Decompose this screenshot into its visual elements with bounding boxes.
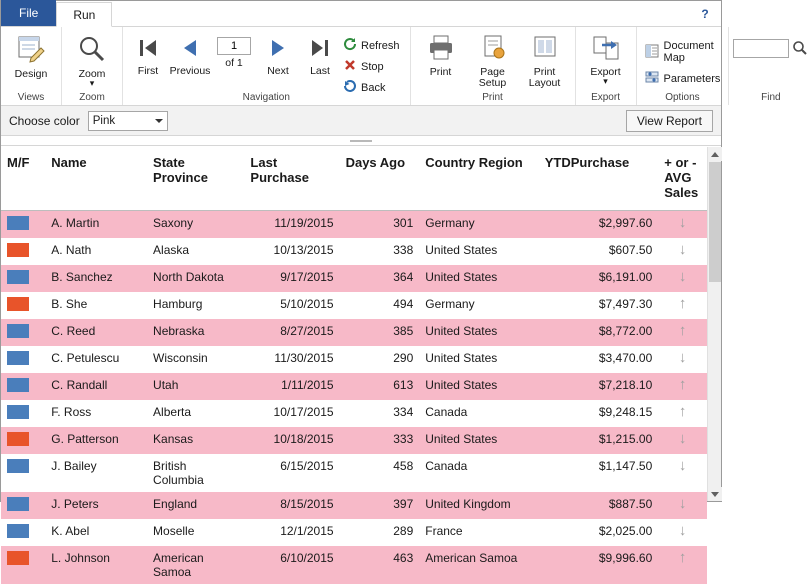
cell-days-ago: 613	[340, 373, 420, 400]
cell-name: C. Petulescu	[45, 346, 147, 373]
cell-country-region: American Samoa	[419, 546, 539, 584]
table-row	[1, 519, 707, 546]
cell-country-region: France	[419, 519, 539, 546]
column-header-last-purchase[interactable]: Last Purchase	[244, 147, 339, 211]
gender-swatch	[7, 432, 29, 446]
gender-swatch	[7, 378, 29, 392]
last-page-button[interactable]	[299, 31, 341, 77]
table-row	[1, 238, 707, 265]
cell-name: C. Randall	[45, 373, 147, 400]
find-input[interactable]	[733, 39, 789, 58]
cell-last-purchase: 11/19/2015	[244, 211, 339, 239]
print-button-label: Print	[430, 67, 452, 78]
trend-up-icon: ↑	[658, 546, 707, 584]
trend-down-icon: ↓	[658, 265, 707, 292]
cell-last-purchase: 11/30/2015	[244, 346, 339, 373]
cell-last-purchase: 1/11/2015	[244, 373, 339, 400]
ribbon-group-navigation	[123, 27, 411, 105]
tab-file[interactable]: File	[1, 0, 56, 26]
print-layout-icon	[530, 34, 560, 65]
trend-up-icon: ↑	[658, 319, 707, 346]
cell-days-ago: 458	[340, 454, 420, 492]
cell-state-province: England	[147, 492, 244, 519]
cell-state-province: American Samoa	[147, 546, 244, 584]
cell-state-province: Wisconsin	[147, 346, 244, 373]
cell-state-province: North Dakota	[147, 265, 244, 292]
gender-swatch-cell	[1, 454, 45, 492]
cell-name: L. Johnson	[45, 546, 147, 584]
choose-color-select[interactable]	[88, 111, 168, 131]
gender-swatch-cell	[1, 265, 45, 292]
chevron-down-icon	[155, 119, 163, 123]
ribbon-group-export-title: Export	[580, 92, 632, 105]
cell-last-purchase: 8/27/2015	[244, 319, 339, 346]
ribbon-group-print	[411, 27, 576, 105]
gender-swatch-cell	[1, 211, 45, 239]
trend-down-icon: ↓	[658, 238, 707, 265]
ribbon-group-views	[1, 27, 62, 105]
cell-ytd-purchase: $6,191.00	[539, 265, 659, 292]
cell-days-ago: 289	[340, 519, 420, 546]
navigation-commands	[341, 31, 406, 98]
cell-name: B. Sanchez	[45, 265, 147, 292]
cell-last-purchase: 6/15/2015	[244, 454, 339, 492]
back-label: Back	[361, 82, 385, 94]
cell-ytd-purchase: $9,248.15	[539, 400, 659, 427]
cell-country-region: Canada	[419, 400, 539, 427]
trend-down-icon: ↓	[658, 454, 707, 492]
cell-days-ago: 364	[340, 265, 420, 292]
report-splitter[interactable]	[1, 136, 721, 146]
cell-days-ago: 338	[340, 238, 420, 265]
cell-last-purchase: 10/13/2015	[244, 238, 339, 265]
cell-country-region: United States	[419, 427, 539, 454]
cell-ytd-purchase: $2,997.60	[539, 211, 659, 239]
report-scroll-region	[1, 147, 707, 501]
cell-days-ago: 333	[340, 427, 420, 454]
tab-run[interactable]: Run	[56, 2, 112, 27]
find-icon[interactable]	[792, 40, 808, 59]
cell-state-province: Alaska	[147, 238, 244, 265]
trend-down-icon: ↓	[658, 427, 707, 454]
cell-last-purchase: 9/17/2015	[244, 265, 339, 292]
gender-swatch-cell	[1, 346, 45, 373]
page-setup-button-label: Page Setup	[467, 67, 519, 89]
print-layout-button[interactable]	[519, 31, 571, 89]
previous-page-button[interactable]	[169, 31, 211, 77]
refresh-button[interactable]	[341, 35, 406, 56]
design-icon	[15, 34, 47, 67]
print-layout-button-label: Print Layout	[519, 67, 571, 89]
table-row	[1, 346, 707, 373]
cell-state-province: Alberta	[147, 400, 244, 427]
next-page-label: Next	[267, 65, 289, 77]
cell-country-region: Canada	[419, 454, 539, 492]
export-icon	[590, 34, 622, 65]
table-header-row	[1, 147, 707, 211]
help-icon[interactable]: ?	[697, 6, 713, 22]
ribbon-group-navigation-title: Navigation	[127, 92, 406, 105]
column-header-avg-sales[interactable]: + or - AVG Sales	[658, 147, 707, 211]
cell-country-region: United States	[419, 346, 539, 373]
trend-down-icon: ↓	[658, 492, 707, 519]
ribbon-tabstrip	[1, 1, 721, 27]
cell-last-purchase: 10/18/2015	[244, 427, 339, 454]
cell-ytd-purchase: $887.50	[539, 492, 659, 519]
column-header-ytd-purchase[interactable]: YTDPurchase	[539, 147, 659, 211]
ribbon-group-find	[729, 27, 812, 105]
gender-swatch	[7, 324, 29, 338]
refresh-icon	[343, 37, 357, 54]
stop-label: Stop	[361, 61, 384, 73]
ribbon-group-zoom-title: Zoom	[66, 92, 118, 105]
gender-swatch-cell	[1, 400, 45, 427]
table-row	[1, 319, 707, 346]
gender-swatch	[7, 497, 29, 511]
cell-ytd-purchase: $1,147.50	[539, 454, 659, 492]
ribbon-group-options-title: Options	[641, 92, 725, 105]
column-header-days-ago[interactable]: Days Ago	[340, 147, 420, 211]
scroll-up-icon[interactable]	[708, 147, 722, 161]
stop-button[interactable]	[341, 56, 406, 77]
cell-last-purchase: 8/15/2015	[244, 492, 339, 519]
ribbon-group-zoom	[62, 27, 123, 105]
trend-down-icon: ↓	[658, 519, 707, 546]
gender-swatch-cell	[1, 519, 45, 546]
parameters-icon	[645, 70, 659, 87]
first-page-icon	[135, 35, 161, 64]
cell-days-ago: 290	[340, 346, 420, 373]
cell-ytd-purchase: $607.50	[539, 238, 659, 265]
cell-days-ago: 385	[340, 319, 420, 346]
table-row	[1, 492, 707, 519]
gender-swatch	[7, 459, 29, 473]
cell-name: A. Nath	[45, 238, 147, 265]
gender-swatch	[7, 524, 29, 538]
parameter-bar	[1, 106, 721, 136]
gender-swatch	[7, 551, 29, 565]
gender-swatch-cell	[1, 427, 45, 454]
cell-ytd-purchase: $9,996.60	[539, 546, 659, 584]
refresh-label: Refresh	[361, 40, 400, 52]
choose-color-value: Pink	[93, 115, 115, 127]
document-map-toggle[interactable]	[641, 37, 725, 67]
cell-state-province: Hamburg	[147, 292, 244, 319]
previous-page-icon	[177, 35, 203, 64]
cell-country-region: Germany	[419, 292, 539, 319]
page-setup-button[interactable]	[467, 31, 519, 89]
cell-days-ago: 463	[340, 546, 420, 584]
column-header-country-region[interactable]: Country Region	[419, 147, 539, 211]
last-page-icon	[307, 35, 333, 64]
ribbon	[1, 27, 721, 106]
stop-icon	[343, 58, 357, 75]
document-map-label: Document Map	[664, 40, 721, 64]
table-row	[1, 427, 707, 454]
scroll-down-icon[interactable]	[708, 487, 722, 501]
table-row	[1, 292, 707, 319]
ribbon-group-print-title: Print	[415, 92, 571, 105]
cell-last-purchase: 6/10/2015	[244, 546, 339, 584]
trend-down-icon: ↓	[658, 211, 707, 239]
next-page-button[interactable]	[257, 31, 299, 77]
cell-ytd-purchase: $7,218.10	[539, 373, 659, 400]
first-page-button[interactable]	[127, 31, 169, 77]
cell-ytd-purchase: $2,025.00	[539, 519, 659, 546]
gender-swatch	[7, 351, 29, 365]
gender-swatch	[7, 216, 29, 230]
gender-swatch-cell	[1, 546, 45, 584]
cell-country-region: United States	[419, 373, 539, 400]
cell-name: J. Bailey	[45, 454, 147, 492]
gender-swatch-cell	[1, 319, 45, 346]
export-dropdown-caret[interactable]: ▾	[603, 78, 608, 84]
cell-country-region: United States	[419, 265, 539, 292]
export-button[interactable]	[580, 31, 632, 84]
page-count-label: of 1	[225, 57, 243, 69]
cell-state-province: Kansas	[147, 427, 244, 454]
gender-swatch	[7, 297, 29, 311]
gender-swatch-cell	[1, 292, 45, 319]
parameters-toggle[interactable]	[641, 67, 725, 90]
cell-days-ago: 397	[340, 492, 420, 519]
cell-name: A. Martin	[45, 211, 147, 239]
cell-state-province: Utah	[147, 373, 244, 400]
gender-swatch	[7, 405, 29, 419]
cell-name: C. Reed	[45, 319, 147, 346]
gender-swatch	[7, 270, 29, 284]
table-row	[1, 454, 707, 492]
cell-last-purchase: 5/10/2015	[244, 292, 339, 319]
first-page-label: First	[138, 65, 158, 77]
view-report-button[interactable]: View Report	[626, 110, 713, 132]
trend-up-icon: ↑	[658, 400, 707, 427]
report-table-body	[1, 211, 707, 584]
export-button-label: Export	[590, 67, 620, 78]
cell-country-region: United States	[419, 238, 539, 265]
cell-name: G. Patterson	[45, 427, 147, 454]
cell-name: B. She	[45, 292, 147, 319]
cell-ytd-purchase: $3,470.00	[539, 346, 659, 373]
table-row	[1, 211, 707, 239]
cell-name: F. Ross	[45, 400, 147, 427]
cell-country-region: United States	[419, 319, 539, 346]
cell-name: K. Abel	[45, 519, 147, 546]
print-button[interactable]	[415, 31, 467, 78]
column-header-state-province[interactable]: State Province	[147, 147, 244, 211]
zoom-dropdown-caret[interactable]: ▾	[90, 80, 95, 86]
cell-days-ago: 334	[340, 400, 420, 427]
document-map-icon	[645, 44, 659, 61]
cell-state-province: Nebraska	[147, 319, 244, 346]
cell-last-purchase: 12/1/2015	[244, 519, 339, 546]
table-row	[1, 373, 707, 400]
report-table	[1, 147, 707, 584]
page-number-input[interactable]	[217, 37, 251, 55]
cell-days-ago: 494	[340, 292, 420, 319]
table-row	[1, 400, 707, 427]
trend-up-icon: ↑	[658, 292, 707, 319]
gender-swatch-cell	[1, 238, 45, 265]
gender-swatch-cell	[1, 373, 45, 400]
column-header-mf[interactable]: M/F	[1, 147, 45, 211]
scrollbar-thumb[interactable]	[709, 162, 721, 282]
cell-country-region: United Kingdom	[419, 492, 539, 519]
cell-name: J. Peters	[45, 492, 147, 519]
cell-state-province: Saxony	[147, 211, 244, 239]
print-icon	[426, 34, 456, 65]
next-page-icon	[265, 35, 291, 64]
zoom-button[interactable]	[66, 31, 118, 86]
cell-ytd-purchase: $8,772.00	[539, 319, 659, 346]
ribbon-group-options	[637, 27, 730, 105]
cell-days-ago: 301	[340, 211, 420, 239]
page-setup-icon	[478, 34, 508, 65]
cell-country-region: Germany	[419, 211, 539, 239]
gender-swatch	[7, 243, 29, 257]
ribbon-group-find-title: Find	[733, 92, 808, 105]
previous-page-label: Previous	[170, 65, 211, 77]
report-vertical-scrollbar[interactable]	[707, 147, 721, 501]
table-row	[1, 546, 707, 584]
trend-up-icon: ↑	[658, 373, 707, 400]
design-button-label: Design	[15, 69, 48, 80]
parameters-label: Parameters	[664, 73, 721, 85]
last-page-label: Last	[310, 65, 330, 77]
cell-ytd-purchase: $7,497.30	[539, 292, 659, 319]
cell-state-province: British Columbia	[147, 454, 244, 492]
ribbon-group-views-title: Views	[5, 92, 57, 105]
zoom-button-label: Zoom	[79, 69, 106, 80]
table-row	[1, 265, 707, 292]
zoom-icon	[75, 34, 109, 67]
choose-color-label: Choose color	[9, 114, 80, 128]
column-header-name[interactable]: Name	[45, 147, 147, 211]
design-button[interactable]	[5, 31, 57, 80]
gender-swatch-cell	[1, 492, 45, 519]
page-number-box	[211, 31, 257, 69]
cell-last-purchase: 10/17/2015	[244, 400, 339, 427]
report-area	[1, 136, 721, 501]
ribbon-group-export	[576, 27, 637, 105]
cell-state-province: Moselle	[147, 519, 244, 546]
trend-down-icon: ↓	[658, 346, 707, 373]
cell-ytd-purchase: $1,215.00	[539, 427, 659, 454]
